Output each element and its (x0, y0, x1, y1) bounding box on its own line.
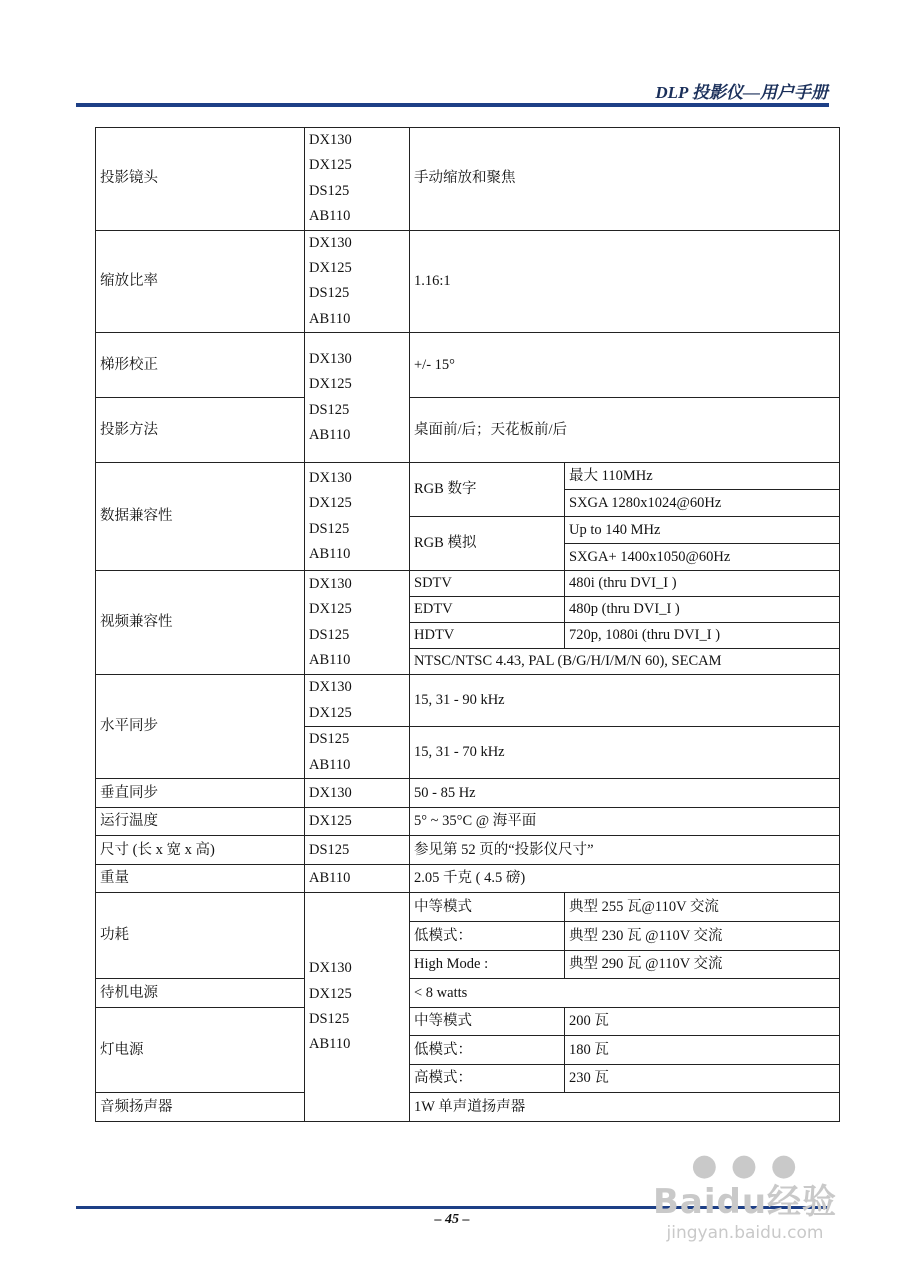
row-value-zoom: 1.16:1 (410, 230, 840, 333)
row-value-lens: 手动缩放和聚焦 (410, 128, 840, 231)
model-item: DX125 (309, 157, 352, 174)
watermark-url: jingyan.baidu.com (666, 1223, 824, 1243)
header-rule (76, 103, 829, 107)
model-item: DS125 (305, 836, 410, 865)
table-row (96, 836, 840, 865)
model-list (305, 675, 410, 727)
row-value-weight: 2.05 千克 ( 4.5 磅) (410, 865, 840, 893)
model-list (305, 571, 410, 675)
sub-label-hdtv: HDTV (410, 623, 565, 649)
sub-value: SXGA+ 1400x1050@60Hz (565, 544, 840, 571)
row-label-audio: 音频扬声器 (96, 1093, 305, 1122)
sub-label: 高模式： (410, 1065, 565, 1093)
sub-label: 低模式： (410, 922, 565, 951)
model-item: DX130 (309, 960, 352, 977)
model-item: AB110 (309, 756, 351, 773)
table-row (96, 865, 840, 893)
model-item: DX130 (309, 132, 352, 148)
row-value-method: 桌面前/后；天花板前/后 (410, 398, 840, 463)
table-row (96, 893, 840, 922)
model-item: AB110 (305, 865, 410, 893)
row-label-lens: 投影镜头 (96, 128, 305, 231)
model-item: DX130 (309, 350, 352, 367)
table-row (96, 571, 840, 597)
model-item: AB110 (309, 1036, 351, 1053)
row-label-temp: 运行温度 (96, 808, 305, 836)
paw-icon: ● ● ● (691, 1148, 799, 1183)
row-label-vsync: 垂直同步 (96, 779, 305, 808)
model-item: DS125 (309, 285, 350, 302)
table-row (96, 779, 840, 808)
row-label-data: 数据兼容性 (96, 463, 305, 571)
model-item: DX125 (309, 704, 352, 721)
model-item: DX130 (309, 575, 352, 592)
model-item: DX125 (309, 260, 352, 277)
model-item: AB110 (309, 652, 351, 669)
model-item: DX125 (309, 495, 352, 512)
sub-label-edtv: EDTV (410, 597, 565, 623)
row-value-vsync: 50 - 85 Hz (410, 779, 840, 808)
sub-label-rgb-digital: RGB 数字 (410, 463, 565, 517)
model-item: DX130 (309, 234, 352, 251)
model-item: DS125 (309, 1011, 350, 1028)
model-item: DS125 (309, 626, 350, 643)
model-list (305, 333, 410, 463)
model-item: DX125 (305, 808, 410, 836)
model-list (305, 727, 410, 779)
sub-value: 典型 230 瓦 @110V 交流 (565, 922, 840, 951)
sub-value: 180 瓦 (565, 1036, 840, 1065)
page-number: – 45 – (434, 1212, 470, 1227)
table-row (96, 463, 840, 490)
sub-label: High Mode : (410, 951, 565, 979)
row-label-size: 尺寸 (长 x 宽 x 高) (96, 836, 305, 865)
model-item: DX130 (309, 679, 352, 696)
sub-label: 低模式： (410, 1036, 565, 1065)
sub-value: 230 瓦 (565, 1065, 840, 1093)
row-label-keystone: 梯形校正 (96, 333, 305, 398)
row-label-lamp: 灯电源 (96, 1008, 305, 1093)
row-label-hsync: 水平同步 (96, 675, 305, 779)
spec-table (95, 127, 840, 1122)
watermark-brand: Baidu经验 (652, 1182, 838, 1222)
sub-value: 480p (thru DVI_I ) (565, 597, 840, 623)
row-value-keystone: +/- 15° (410, 333, 840, 398)
sub-value: 典型 290 瓦 @110V 交流 (565, 951, 840, 979)
table-row (96, 675, 840, 727)
row-value-standby: < 8 watts (410, 979, 840, 1008)
table-row (96, 979, 840, 1008)
model-item: AB110 (309, 427, 351, 444)
header-title: DLP 投影仪—用户手册 (655, 83, 828, 102)
row-value-size: 参见第 52 页的“投影仪尺寸” (410, 836, 840, 865)
model-item: DX130 (309, 469, 352, 486)
model-list (305, 463, 410, 571)
model-item: DX125 (309, 985, 352, 1002)
sub-value: 480i (thru DVI_I ) (565, 571, 840, 597)
table-row (96, 1093, 840, 1122)
table-row (96, 230, 840, 333)
model-item: DX130 (305, 779, 410, 808)
table-row (96, 128, 840, 231)
table-row (96, 808, 840, 836)
row-label-power: 功耗 (96, 893, 305, 979)
row-label-method: 投影方法 (96, 398, 305, 463)
model-item: AB110 (309, 310, 351, 327)
row-label-video: 视频兼容性 (96, 571, 305, 675)
sub-value: 最大 110MHz (565, 463, 840, 490)
sub-value: 720p, 1080i (thru DVI_I ) (565, 623, 840, 649)
model-item: DS125 (309, 401, 350, 418)
table-row (96, 333, 840, 398)
sub-label-sdtv: SDTV (410, 571, 565, 597)
model-item: AB110 (309, 208, 351, 225)
sub-value-ntsc: NTSC/NTSC 4.43, PAL (B/G/H/I/M/N 60), SECAM (410, 649, 840, 675)
model-item: DS125 (309, 520, 350, 537)
model-item: DX125 (309, 376, 352, 393)
table-row (96, 398, 840, 463)
model-item: DS125 (309, 731, 350, 748)
row-label-weight: 重量 (96, 865, 305, 893)
row-value-hsync: 15, 31 - 90 kHz (410, 675, 840, 727)
sub-value: Up to 140 MHz (565, 517, 840, 544)
model-list (305, 128, 410, 231)
row-value-hsync: 15, 31 - 70 kHz (410, 727, 840, 779)
model-item: AB110 (309, 546, 351, 563)
sub-value: SXGA 1280x1024@60Hz (565, 490, 840, 517)
model-list (305, 893, 410, 1122)
sub-label: 中等模式 (410, 893, 565, 922)
row-label-standby: 待机电源 (96, 979, 305, 1008)
sub-value: 200 瓦 (565, 1008, 840, 1036)
model-item: DX125 (309, 601, 352, 618)
sub-label: 中等模式 (410, 1008, 565, 1036)
table-row (96, 1008, 840, 1036)
sub-value: 典型 255 瓦@110V 交流 (565, 893, 840, 922)
row-value-temp: 5° ~ 35°C @ 海平面 (410, 808, 840, 836)
watermark (640, 1150, 850, 1268)
row-label-zoom: 缩放比率 (96, 230, 305, 333)
row-value-audio: 1W 单声道扬声器 (410, 1093, 840, 1122)
model-item: DS125 (309, 182, 350, 199)
sub-label-rgb-analog: RGB 模拟 (410, 517, 565, 571)
model-list (305, 230, 410, 333)
